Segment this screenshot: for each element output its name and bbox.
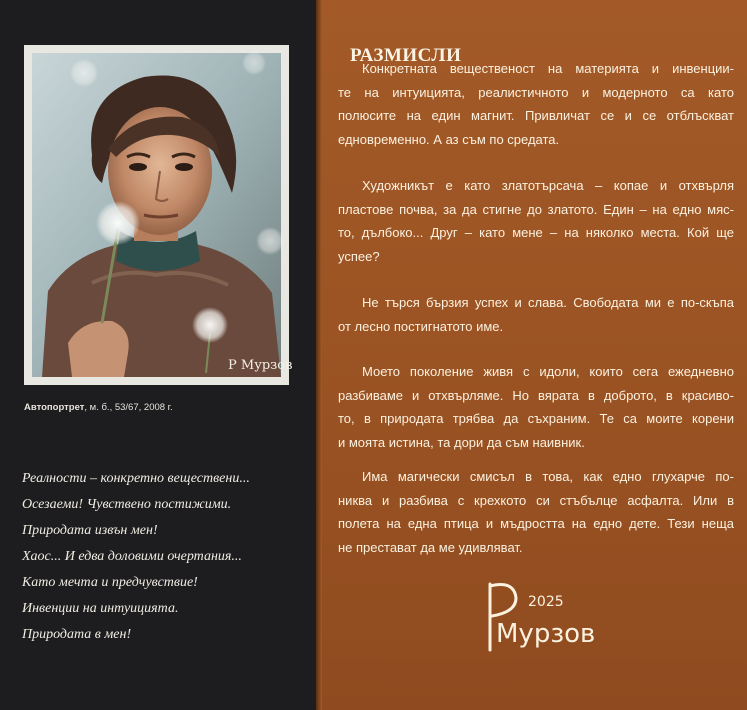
paragraph-line: Има магически смисъл в това, как едно глухарче по- xyxy=(362,469,734,484)
poem-line: Инвенции на интуицията. xyxy=(22,601,179,616)
paragraph-line: Конкретната вещественост на материята и инвенции- xyxy=(362,61,734,76)
paragraph-line: полета на една птица и мъдростта на едно дете. Тези неща xyxy=(338,516,734,531)
portrait-caption xyxy=(24,402,173,413)
caption-details: , м. б., 53/67, 2008 г. xyxy=(84,402,173,413)
paragraph-line: те на интуицията, реалистичното и модерното са като xyxy=(338,84,734,100)
poem-line: Природата в мен! xyxy=(22,627,132,642)
paragraph-line: не престават да ме удивляват. xyxy=(338,539,523,555)
caption-title: Автопортрет xyxy=(24,402,85,413)
poem-line: Природата извън мен! xyxy=(22,523,158,538)
portrait-frame xyxy=(24,45,293,385)
signature-name: Мурзов xyxy=(496,619,596,649)
paragraph-line: Моето поколение живя с идоли, които сега ежедневно xyxy=(362,364,734,379)
page-heading: РАЗМИСЛИ xyxy=(350,45,462,66)
paragraph-line: Не търся бързия успех и слава. Свободата ми е по-скъпа xyxy=(362,295,734,310)
poem-line: Като мечта и предчувствие! xyxy=(22,575,198,590)
paragraph-4 xyxy=(338,360,734,454)
poem xyxy=(22,466,250,648)
paragraph-5 xyxy=(338,465,734,559)
paragraph-line: Художникът е като златотърсача – копае и отхвърля xyxy=(362,178,734,193)
paragraph-line: от лесно постигнатото име. xyxy=(338,318,504,334)
paragraph-line: разбиваме и отхвърляме. Но вярата в доброто, в красиво- xyxy=(338,387,734,403)
book-spine-shadow xyxy=(316,0,322,710)
paragraph-3 xyxy=(338,291,734,338)
self-portrait-painting xyxy=(32,53,293,377)
paragraph-2 xyxy=(338,174,734,268)
paragraph-line: едновременно. А аз съм по средата. xyxy=(338,131,560,147)
poem-line: Хаос... И едва доловими очертания... xyxy=(22,549,242,564)
paragraph-1 xyxy=(338,57,734,151)
self-portrait-image xyxy=(32,53,293,377)
paragraph-line: полюсите на един магнит. Привличат се и се отблъскват xyxy=(338,108,734,123)
paragraph-line: никва и разбива с крехкото си стъбълце асфалта. Или в xyxy=(338,492,734,508)
paragraph-line: пластове почва, за да стигне до златото. Един – на едно мяс- xyxy=(338,201,734,217)
signature-year: 2025 xyxy=(528,594,564,610)
paragraph-line: то, в природата трябва да съхраним. Те са моите корени xyxy=(338,411,734,426)
painting-signature: Р Мурзов xyxy=(228,358,293,373)
paragraph-line: и моята истина, та дори да съм наивник. xyxy=(338,434,585,450)
paragraph-line: то, дълбоко... Друг – като мене – на няколко места. Кой ще xyxy=(338,225,734,240)
poem-line: Реалности – конкретно веществени... xyxy=(22,471,250,486)
poem-line: Осезаеми! Чувствено постижими. xyxy=(22,497,232,512)
paragraph-line: успее? xyxy=(338,248,380,264)
author-signature xyxy=(470,572,610,664)
